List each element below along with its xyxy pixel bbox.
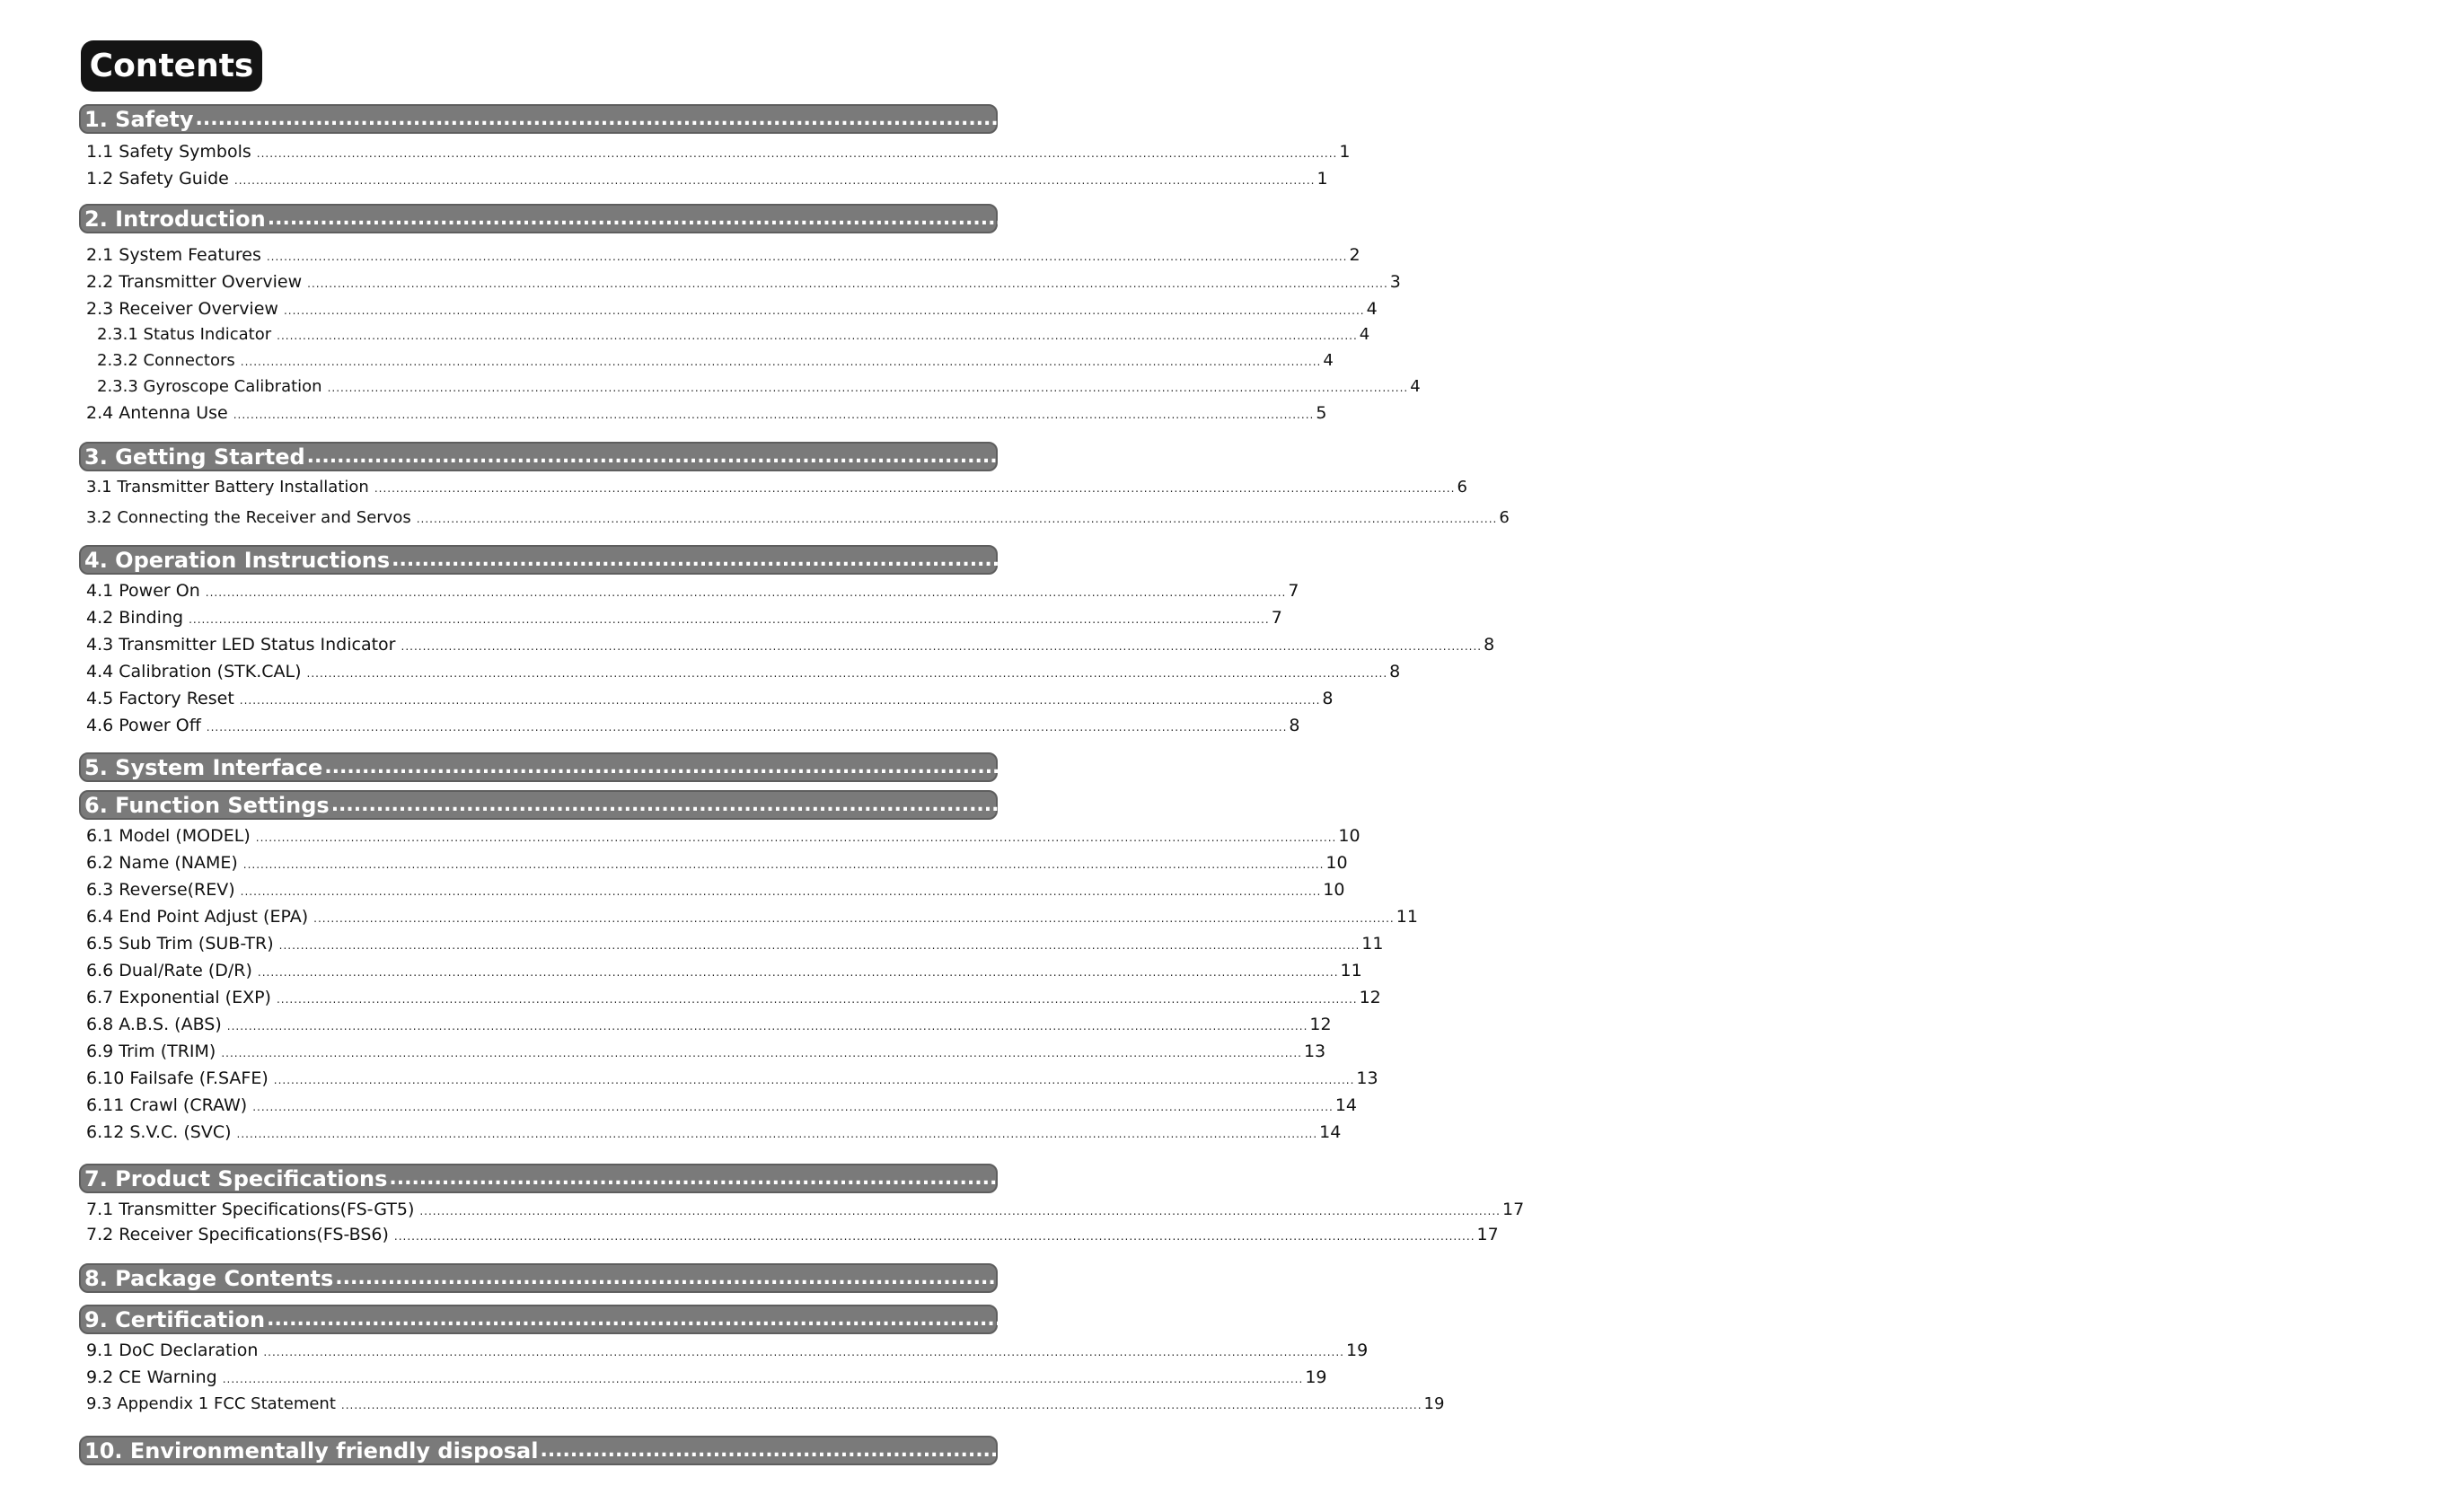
section-page: 1 bbox=[2073, 106, 2089, 132]
entry-page: 11 bbox=[1340, 961, 1362, 980]
entry-page: 7 bbox=[1288, 581, 1299, 601]
section-page: 6 bbox=[2185, 444, 2200, 470]
section-page: 20 bbox=[2417, 1437, 2448, 1464]
entry-page: 2 bbox=[1349, 245, 1360, 265]
dot-leader: .......................................................................................................................................................................................................................................................... bbox=[330, 794, 2208, 816]
dot-leader: .......................................................................................................................................................................................................................................................... bbox=[236, 1128, 1318, 1140]
toc-section-1[interactable] bbox=[79, 104, 2089, 134]
entry-label: 6.8 A.B.S. (ABS) bbox=[86, 1015, 222, 1034]
section-label: 1. Safety bbox=[84, 106, 194, 132]
toc-section-4[interactable] bbox=[79, 545, 2285, 575]
dot-leader: .......................................................................................................................................................................................................................................................... bbox=[256, 147, 1338, 160]
dot-leader: .......................................................................................................................................................................................................................................................... bbox=[252, 1101, 1334, 1113]
section-label: 4. Operation Instructions bbox=[84, 547, 391, 573]
toc-section-7[interactable] bbox=[79, 1164, 2298, 1193]
toc-entry[interactable] bbox=[86, 1042, 1326, 1063]
entry-label: 4.5 Factory Reset bbox=[86, 689, 234, 708]
entry-page: 4 bbox=[1323, 351, 1334, 370]
entry-page: 8 bbox=[1389, 662, 1401, 681]
entry-label: 6.12 S.V.C. (SVC) bbox=[86, 1122, 232, 1142]
toc-entry[interactable] bbox=[86, 299, 1378, 321]
entry-page: 6 bbox=[1499, 508, 1510, 527]
dot-leader: .......................................................................................................................................................................................................................................................... bbox=[273, 1074, 1355, 1086]
entry-label: 6.6 Dual/Rate (D/R) bbox=[86, 961, 252, 980]
toc-entry[interactable] bbox=[86, 508, 1510, 530]
entry-label: 4.1 Power On bbox=[86, 581, 200, 601]
dot-leader: .......................................................................................................................................................................................................................................................... bbox=[263, 1346, 1344, 1358]
section-page: 19 bbox=[2144, 1306, 2175, 1332]
entry-page: 8 bbox=[1289, 716, 1300, 735]
entry-label: 3.1 Transmitter Battery Installation bbox=[86, 478, 369, 497]
dot-leader: .......................................................................................................................................................................................................................................................... bbox=[277, 330, 1358, 342]
entry-label: 6.11 Crawl (CRAW) bbox=[86, 1095, 248, 1115]
entry-page: 10 bbox=[1323, 880, 1345, 900]
dot-leader: .......................................................................................................................................................................................................................................................... bbox=[416, 513, 1498, 525]
entry-label: 4.4 Calibration (STK.CAL) bbox=[86, 662, 302, 681]
entry-page: 11 bbox=[1361, 934, 1384, 954]
toc-entry[interactable] bbox=[86, 1122, 1342, 1144]
toc-entry[interactable] bbox=[86, 662, 1401, 683]
entry-label: 9.3 Appendix 1 FCC Statement bbox=[86, 1394, 336, 1413]
dot-leader: .......................................................................................................................................................................................................................................................... bbox=[206, 721, 1288, 734]
entry-page: 14 bbox=[1319, 1122, 1342, 1142]
dot-leader: .......................................................................................................................................................................................................................................................... bbox=[389, 1167, 2266, 1190]
entry-label: 4.3 Transmitter LED Status Indicator bbox=[86, 635, 396, 655]
dot-leader: .......................................................................................................................................................................................................................................................... bbox=[267, 207, 2144, 230]
entry-page: 4 bbox=[1359, 325, 1370, 344]
section-page: 2 bbox=[2145, 206, 2161, 232]
dot-leader: .......................................................................................................................................................................................................................................................... bbox=[313, 912, 1395, 925]
toc-entry[interactable] bbox=[86, 1341, 1369, 1362]
toc-entry[interactable] bbox=[86, 853, 1348, 875]
section-page: 9 bbox=[2202, 754, 2218, 780]
entry-label: 6.1 Model (MODEL) bbox=[86, 826, 251, 846]
toc-section-6[interactable] bbox=[79, 790, 2240, 820]
dot-leader: .......................................................................................................................................................................................................................................................... bbox=[189, 613, 1270, 626]
dot-leader: .......................................................................................................................................................................................................................................................... bbox=[222, 1373, 1304, 1385]
entry-label: 6.2 Name (NAME) bbox=[86, 853, 238, 873]
toc-entry[interactable] bbox=[86, 245, 1360, 267]
toc-entry[interactable] bbox=[86, 961, 1362, 982]
entry-label: 6.3 Reverse(REV) bbox=[86, 880, 235, 900]
toc-entry[interactable] bbox=[86, 142, 1351, 163]
toc-entry[interactable] bbox=[86, 1200, 1525, 1221]
entry-page: 19 bbox=[1305, 1367, 1327, 1387]
toc-entry[interactable] bbox=[97, 325, 1370, 347]
dot-leader: .......................................................................................................................................................................................................................................................... bbox=[540, 1439, 2417, 1462]
entry-page: 8 bbox=[1322, 689, 1334, 708]
entry-label: 6.5 Sub Trim (SUB-TR) bbox=[86, 934, 274, 954]
dot-leader: .......................................................................................................................................................................................................................................................... bbox=[233, 409, 1315, 421]
entry-label: 9.1 DoC Declaration bbox=[86, 1341, 259, 1360]
section-label: 8. Package Contents bbox=[84, 1265, 334, 1291]
entry-page: 19 bbox=[1423, 1394, 1445, 1413]
dot-leader: .......................................................................................................................................................................................................................................................... bbox=[240, 885, 1322, 898]
toc-entry[interactable] bbox=[86, 1394, 1445, 1416]
entry-label: 9.2 CE Warning bbox=[86, 1367, 217, 1387]
toc-entry[interactable] bbox=[86, 403, 1327, 425]
entry-label: 2.2 Transmitter Overview bbox=[86, 272, 303, 292]
section-label: 3. Getting Started bbox=[84, 444, 305, 470]
toc-entry[interactable] bbox=[86, 478, 1467, 499]
entry-page: 19 bbox=[1345, 1341, 1369, 1360]
section-page: 10 bbox=[2209, 792, 2240, 818]
toc-entry[interactable] bbox=[86, 581, 1299, 602]
toc-entry[interactable] bbox=[86, 880, 1345, 901]
dot-leader: .......................................................................................................................................................................................................................................................... bbox=[267, 1308, 2144, 1331]
toc-entry[interactable] bbox=[86, 1225, 1499, 1246]
dot-leader: .......................................................................................................................................................................................................................................................... bbox=[278, 939, 1360, 952]
entry-label: 7.1 Transmitter Specifications(FS-GT5) bbox=[86, 1200, 415, 1219]
entry-page: 14 bbox=[1334, 1095, 1358, 1115]
toc-entry[interactable] bbox=[86, 907, 1418, 928]
dot-leader: .......................................................................................................................................................................................................................................................... bbox=[239, 694, 1321, 707]
toc-entry[interactable] bbox=[86, 1068, 1378, 1090]
dot-leader: .......................................................................................................................................................................................................................................................... bbox=[324, 756, 2201, 778]
entry-label: 2.4 Antenna Use bbox=[86, 403, 228, 423]
section-label: 2. Introduction bbox=[84, 206, 266, 232]
entry-label: 4.6 Power Off bbox=[86, 716, 201, 735]
entry-page: 12 bbox=[1359, 988, 1381, 1007]
dot-leader: .......................................................................................................................................................................................................................................................... bbox=[221, 1047, 1302, 1059]
entry-page: 13 bbox=[1356, 1068, 1378, 1088]
contents-title: Contents bbox=[81, 40, 262, 92]
entry-label: 6.9 Trim (TRIM) bbox=[86, 1042, 216, 1061]
entry-label: 7.2 Receiver Specifications(FS-BS6) bbox=[86, 1225, 389, 1244]
dot-leader: .......................................................................................................................................................................................................................................................... bbox=[340, 1399, 1422, 1411]
entry-page: 17 bbox=[1501, 1200, 1525, 1219]
dot-leader: .......................................................................................................................................................................................................................................................... bbox=[266, 251, 1348, 263]
entry-label: 6.10 Failsafe (F.SAFE) bbox=[86, 1068, 269, 1088]
dot-leader: .......................................................................................................................................................................................................................................................... bbox=[335, 1267, 2212, 1289]
section-label: 6. Function Settings bbox=[84, 792, 330, 818]
dot-leader: .......................................................................................................................................................................................................................................................... bbox=[195, 108, 2072, 130]
entry-page: 17 bbox=[1476, 1225, 1499, 1244]
entry-label: 2.3 Receiver Overview bbox=[86, 299, 278, 319]
entry-label: 2.3.1 Status Indicator bbox=[97, 325, 272, 344]
dot-leader: .......................................................................................................................................................................................................................................................... bbox=[306, 445, 2184, 468]
toc-entry[interactable] bbox=[86, 716, 1300, 737]
entry-label: 4.2 Binding bbox=[86, 608, 184, 628]
section-label: 10. Environmentally friendly disposal bbox=[84, 1437, 539, 1464]
toc-section-3[interactable] bbox=[79, 442, 2200, 471]
dot-leader: .......................................................................................................................................................................................................................................................... bbox=[226, 1020, 1308, 1033]
dot-leader: .......................................................................................................................................................................................................................................................... bbox=[276, 993, 1358, 1006]
entry-page: 11 bbox=[1396, 907, 1418, 927]
entry-page: 4 bbox=[1410, 377, 1421, 396]
entry-page: 10 bbox=[1338, 826, 1360, 846]
entry-label: 6.4 End Point Adjust (EPA) bbox=[86, 907, 309, 927]
toc-section-5[interactable] bbox=[79, 752, 2218, 782]
entry-page: 8 bbox=[1484, 635, 1495, 655]
dot-leader: .......................................................................................................................................................................................................................................................... bbox=[392, 549, 2268, 571]
dot-leader: .......................................................................................................................................................................................................................................................... bbox=[257, 966, 1339, 979]
entry-page: 12 bbox=[1309, 1015, 1332, 1034]
section-page: 7 bbox=[2269, 547, 2285, 573]
entry-page: 10 bbox=[1325, 853, 1348, 873]
dot-leader: .......................................................................................................................................................................................................................................................... bbox=[205, 586, 1287, 599]
entry-page: 6 bbox=[1457, 478, 1467, 497]
section-label: 5. System Interface bbox=[84, 754, 323, 780]
toc-section-8[interactable] bbox=[79, 1263, 2244, 1293]
section-page: 17 bbox=[2267, 1165, 2298, 1191]
toc-entry[interactable] bbox=[86, 1367, 1327, 1389]
dot-leader: .......................................................................................................................................................................................................................................................... bbox=[327, 382, 1409, 394]
toc-entry[interactable] bbox=[86, 1095, 1358, 1117]
toc-entry[interactable] bbox=[86, 988, 1381, 1009]
entry-page: 1 bbox=[1339, 142, 1351, 162]
toc-entry[interactable] bbox=[86, 272, 1401, 294]
dot-leader: .......................................................................................................................................................................................................................................................... bbox=[374, 482, 1456, 495]
section-page: 18 bbox=[2213, 1265, 2244, 1291]
dot-leader: .......................................................................................................................................................................................................................................................... bbox=[240, 356, 1322, 368]
dot-leader: .......................................................................................................................................................................................................................................................... bbox=[233, 174, 1316, 187]
toc-entry[interactable] bbox=[86, 169, 1328, 190]
toc-entry[interactable] bbox=[86, 689, 1334, 710]
entry-page: 4 bbox=[1366, 299, 1378, 319]
toc-entry[interactable] bbox=[86, 826, 1360, 848]
entry-page: 1 bbox=[1316, 169, 1328, 189]
entry-label: 3.2 Connecting the Receiver and Servos bbox=[86, 508, 411, 527]
dot-leader: .......................................................................................................................................................................................................................................................... bbox=[306, 667, 1388, 680]
entry-page: 3 bbox=[1389, 272, 1401, 292]
dot-leader: .......................................................................................................................................................................................................................................................... bbox=[242, 858, 1325, 871]
entry-label: 2.3.3 Gyroscope Calibration bbox=[97, 377, 322, 396]
section-label: 7. Product Specifications bbox=[84, 1165, 388, 1191]
entry-page: 13 bbox=[1303, 1042, 1326, 1061]
dot-leader: .......................................................................................................................................................................................................................................................... bbox=[307, 277, 1388, 290]
dot-leader: .......................................................................................................................................................................................................................................................... bbox=[419, 1205, 1501, 1218]
dot-leader: .......................................................................................................................................................................................................................................................... bbox=[401, 640, 1483, 653]
section-label: 9. Certification bbox=[84, 1306, 266, 1332]
toc-section-2[interactable] bbox=[79, 204, 2161, 233]
entry-label: 6.7 Exponential (EXP) bbox=[86, 988, 271, 1007]
toc-entry[interactable] bbox=[86, 934, 1384, 955]
entry-label: 1.2 Safety Guide bbox=[86, 169, 229, 189]
entry-page: 7 bbox=[1271, 608, 1282, 628]
dot-leader: .......................................................................................................................................................................................................................................................... bbox=[393, 1230, 1475, 1243]
entry-label: 2.3.2 Connectors bbox=[97, 351, 235, 370]
toc-section-9[interactable] bbox=[79, 1305, 2175, 1334]
dot-leader: .......................................................................................................................................................................................................................................................... bbox=[283, 304, 1365, 317]
dot-leader: .......................................................................................................................................................................................................................................................... bbox=[255, 831, 1337, 844]
toc-entry[interactable] bbox=[86, 608, 1282, 629]
toc-entry[interactable] bbox=[97, 377, 1421, 399]
entry-label: 2.1 System Features bbox=[86, 245, 261, 265]
entry-label: 1.1 Safety Symbols bbox=[86, 142, 251, 162]
toc-entry[interactable] bbox=[86, 635, 1495, 656]
toc-entry[interactable] bbox=[86, 1015, 1332, 1036]
toc-section-10[interactable] bbox=[79, 1436, 2448, 1465]
entry-page: 5 bbox=[1316, 403, 1327, 423]
toc-entry[interactable] bbox=[97, 351, 1334, 373]
